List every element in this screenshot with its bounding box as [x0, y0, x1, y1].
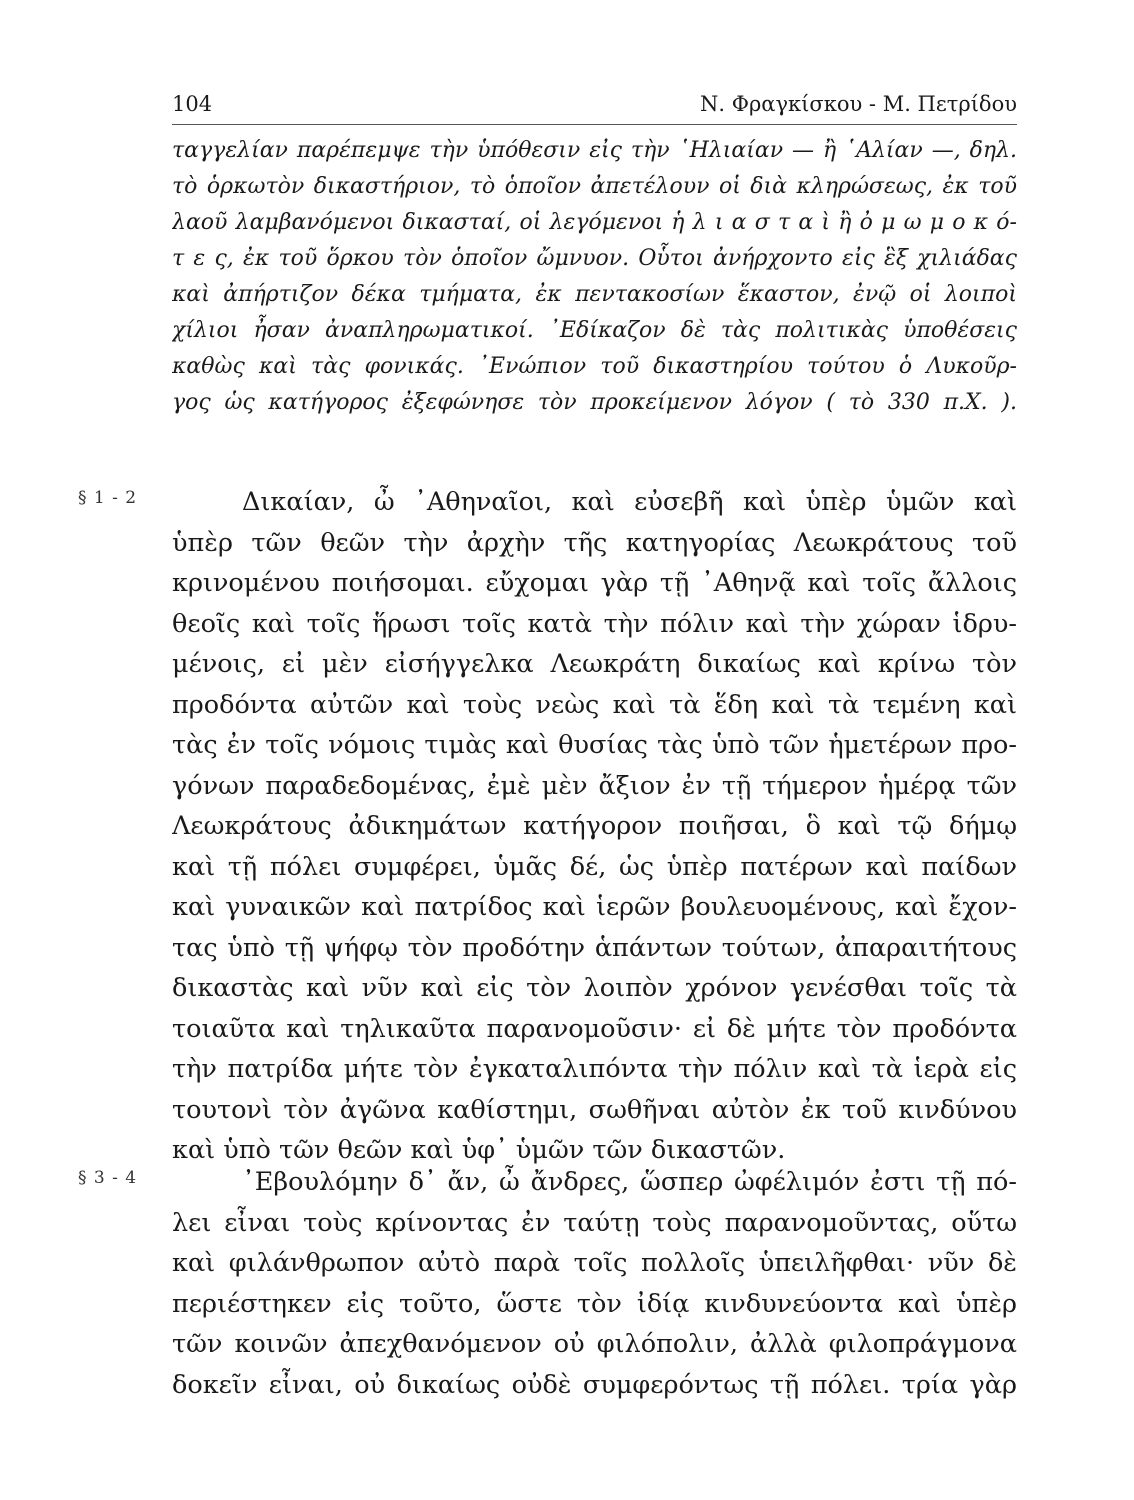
- text-line: κρινομένου ποιήσομαι. εὔχομαι γὰρ τῇ ᾿Αθηνᾷ καὶ τοῖς ἄλλοις: [172, 568, 1017, 598]
- text-line: τας ὑπὸ τῇ ψήφῳ τὸν προδότην ἁπάντων τούτων, ἀπαραιτήτους: [172, 932, 1017, 963]
- intro-line: χίλιοι ἦσαν ἀναπληρωματικοί. ᾿Εδίκαζον δὲ τὰς πολιτικὰς ὑποθέσεις: [172, 318, 1017, 343]
- intro-line: τ ε ς, ἐκ τοῦ ὅρκου τὸν ὁποῖον ὤμνυον. Οὗτοι ἀνήρχοντο εἰς ἓξ χιλιάδας: [172, 246, 1017, 271]
- text-line: γόνων παραδεδομένας, ἐμὲ μὲν ἄξιον ἐν τῇ τήμερον ἡμέρᾳ τῶν: [172, 770, 1017, 801]
- section-text: [172, 1162, 1017, 1405]
- text-line: θεοῖς καὶ τοῖς ἥρωσι τοῖς κατὰ τὴν πόλιν καὶ τὴν χώραν ἱδρυ-: [172, 608, 1017, 639]
- text-line: τῶν κοινῶν ἀπεχθανόμενον οὐ φιλόπολιν, ἀλλὰ φιλοπράγμονα: [172, 1329, 1017, 1359]
- text-line: δικαστὰς καὶ νῦν καὶ εἰς τὸν λοιπὸν χρόνον γενέσθαι τοῖς τὰ: [172, 973, 1017, 1003]
- section-text: [172, 482, 1017, 1171]
- text-line: περιέστηκεν εἰς τοῦτο, ὥστε τὸν ἰδίᾳ κινδυνεύοντα καὶ ὑπὲρ: [172, 1288, 1017, 1319]
- intro-line: λαοῦ λαμβανόμενοι δικασταί, οἱ λεγόμενοι ἡ λ ι α σ τ α ὶ ἢ ὀ μ ω μ ο κ ό-: [172, 210, 1017, 235]
- text-line: μένοις, εἰ μὲν εἰσήγγελκα Λεωκράτη δικαίως καὶ κρίνω τὸν: [172, 649, 1017, 679]
- intro-line: ταγγελίαν παρέπεμψε τὴν ὑπόθεσιν εἰς τὴν ῾Ηλιαίαν — ἢ ῾Αλίαν —, δηλ.: [172, 138, 1017, 163]
- text-line: τοιαῦτα καὶ τηλικαῦτα παρανομοῦσιν· εἰ δὲ μήτε τὸν προδόντα: [172, 1013, 1017, 1044]
- intro-line: καὶ ἀπήρτιζον δέκα τμήματα, ἐκ πεντακοσίων ἕκαστον, ἐνῷ οἱ λοιποὶ: [172, 282, 1017, 307]
- text-line: ᾿Εβουλόμην δ᾿ ἄν, ὦ ἄνδρες, ὥσπερ ὠφέλιμόν ἐστι τῇ πό-: [242, 1167, 1017, 1197]
- page-number: 104: [172, 92, 213, 116]
- intro-line: καθὼς καὶ τὰς φονικάς. ᾿Ενώπιον τοῦ δικαστηρίου τούτου ὁ Λυκοῦρ-: [172, 354, 1017, 379]
- page-header: [172, 92, 1017, 122]
- text-line: καὶ τῇ πόλει συμφέρει, ὑμᾶς δέ, ὡς ὑπὲρ πατέρων καὶ παίδων: [172, 851, 1017, 882]
- section-marker: § 3 - 4: [78, 1168, 138, 1188]
- introduction-text: [172, 133, 1017, 421]
- text-line: Δικαίαν, ὦ ᾿Αθηναῖοι, καὶ εὐσεβῆ καὶ ὑπὲρ ὑμῶν καὶ: [242, 487, 1017, 517]
- text-line: τουτονὶ τὸν ἀγῶνα καθίστημι, σωθῆναι αὐτὸν ἐκ τοῦ κινδύνου: [172, 1094, 1017, 1125]
- running-head: Ν. Φραγκίσκου - Μ. Πετρίδου: [700, 92, 1017, 116]
- text-line: ὑπὲρ τῶν θεῶν τὴν ἀρχὴν τῆς κατηγορίας Λεωκράτους τοῦ: [172, 527, 1017, 558]
- text-line: καὶ φιλάνθρωπον αὐτὸ παρὰ τοῖς πολλοῖς ὑπειλῆφθαι· νῦν δὲ: [172, 1248, 1017, 1278]
- header-rule: [172, 124, 1017, 125]
- text-line: Λεωκράτους ἀδικημάτων κατήγορον ποιῆσαι, ὃ καὶ τῷ δήμῳ: [172, 811, 1017, 841]
- text-line: τὴν πατρίδα μήτε τὸν ἐγκαταλιπόντα τὴν πόλιν καὶ τὰ ἱερὰ εἰς: [172, 1054, 1017, 1084]
- intro-line: γος ὡς κατήγορος ἐξεφώνησε τὸν προκείμενον λόγον ( τὸ 330 π.Χ. ).: [172, 390, 1017, 415]
- text-line: δοκεῖν εἶναι, οὐ δικαίως οὐδὲ συμφερόντως τῇ πόλει. τρία γὰρ: [172, 1369, 1017, 1400]
- section-marker: § 1 - 2: [78, 488, 138, 508]
- text-line: καὶ ὑπὸ τῶν θεῶν καὶ ὑφ᾿ ὑμῶν τῶν δικαστῶν.: [172, 1135, 786, 1165]
- intro-line: τὸ ὁρκωτὸν δικαστήριον, τὸ ὁποῖον ἀπετέλουν οἱ διὰ κληρώσεως, ἐκ τοῦ: [172, 174, 1017, 199]
- text-line: λει εἶναι τοὺς κρίνοντας ἐν ταύτῃ τοὺς παρανομοῦντας, οὕτω: [172, 1207, 1017, 1238]
- text-line: προδόντα αὐτῶν καὶ τοὺς νεὼς καὶ τὰ ἕδη καὶ τὰ τεμένη καὶ: [172, 689, 1017, 720]
- text-line: τὰς ἐν τοῖς νόμοις τιμὰς καὶ θυσίας τὰς ὑπὸ τῶν ἡμετέρων προ-: [172, 730, 1017, 760]
- text-line: καὶ γυναικῶν καὶ πατρίδος καὶ ἱερῶν βουλευομένους, καὶ ἔχον-: [172, 892, 1017, 922]
